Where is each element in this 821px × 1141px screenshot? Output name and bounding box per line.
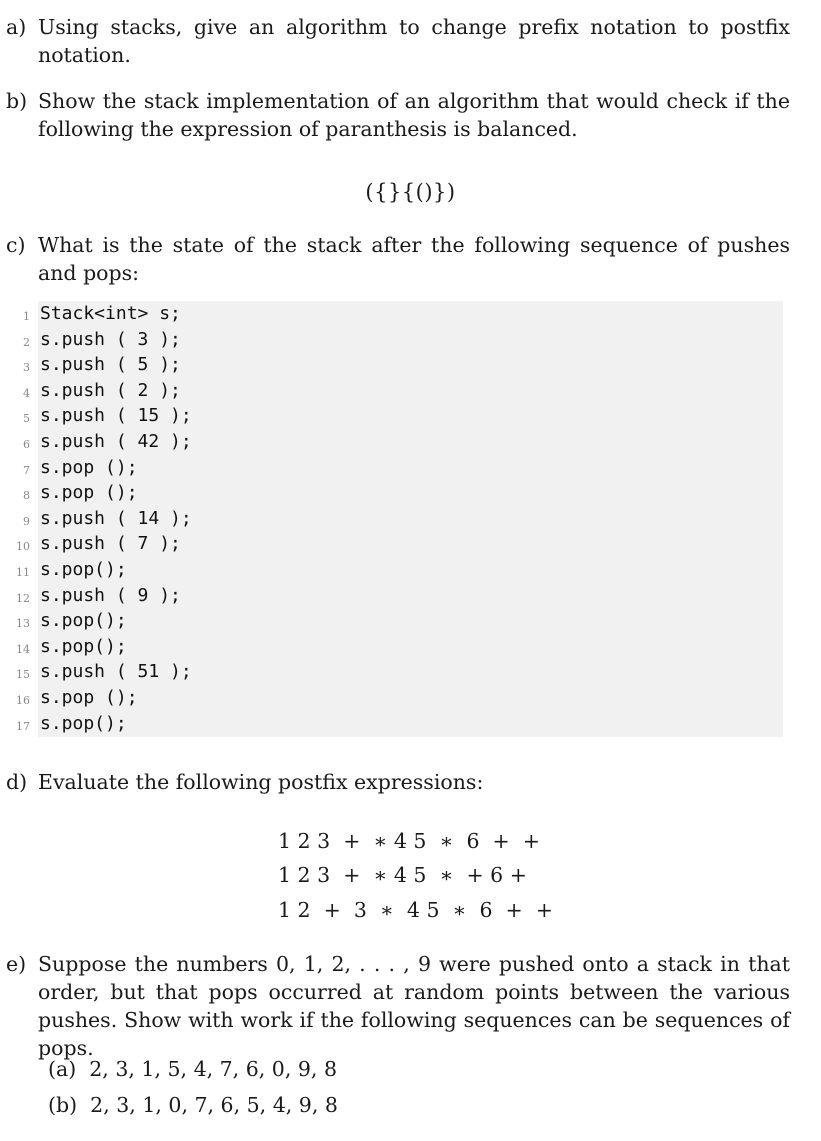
line-number: 9	[23, 514, 30, 528]
question-d-label: d)	[6, 770, 28, 794]
question-a	[0, 13, 790, 69]
code-line: s.push ( 3 );	[40, 328, 181, 350]
code-line: s.push ( 15 );	[40, 405, 192, 427]
postfix-expression: 1 2 3 + ∗ 4 5 ∗ + 6 +	[278, 863, 527, 887]
question-a-text: Using stacks, give an algorithm to change prefix notation to postfix notation.	[38, 15, 790, 67]
code-line: s.push ( 14 );	[40, 507, 192, 529]
sequence-values: 2, 3, 1, 0, 7, 6, 5, 4, 9, 8	[90, 1093, 338, 1117]
sequence-values: 2, 3, 1, 5, 4, 7, 6, 0, 9, 8	[89, 1057, 337, 1081]
line-number: 6	[23, 438, 30, 451]
question-a-label: a)	[6, 15, 27, 39]
code-line: s.pop();	[40, 559, 127, 580]
sequence-b	[48, 1093, 338, 1117]
question-b-label: b)	[6, 89, 28, 113]
code-line: s.push ( 9 );	[40, 584, 181, 606]
line-number: 1	[23, 310, 30, 323]
code-line: s.push ( 51 );	[40, 661, 192, 683]
code-line: Stack<int> s;	[40, 303, 181, 324]
sequence-label: (a)	[48, 1057, 77, 1081]
sequence-label: (b)	[48, 1093, 78, 1117]
postfix-expression: 1 2 + 3 ∗ 4 5 ∗ 6 + +	[278, 898, 553, 922]
question-c-text: What is the state of the stack after the following sequence of pushes and pops:	[38, 233, 790, 285]
question-b-text: Show the stack implementation of an algorithm that would check if the following the expression of paranthesis is balanced.	[38, 89, 790, 141]
line-number: 3	[23, 361, 30, 375]
question-e-label: e)	[6, 952, 27, 976]
code-line: s.pop();	[40, 610, 127, 632]
code-line: s.push ( 7 );	[40, 533, 181, 555]
line-number: 5	[23, 412, 30, 426]
line-number: 14	[16, 642, 30, 656]
parenthesis-expression: ({}{()})	[365, 180, 456, 204]
line-number: 15	[16, 668, 30, 682]
line-number: 16	[16, 694, 30, 707]
question-b	[0, 87, 790, 143]
line-number: 4	[23, 386, 30, 400]
line-number: 12	[16, 591, 30, 605]
code-line: s.pop ();	[40, 687, 138, 708]
question-e	[0, 950, 790, 1062]
line-number: 8	[23, 489, 30, 503]
line-number: 11	[16, 566, 30, 579]
code-line: s.push ( 5 );	[40, 354, 181, 376]
code-line: s.push ( 2 );	[40, 379, 181, 401]
line-number: 17	[16, 719, 30, 733]
question-c	[0, 231, 790, 287]
code-line: s.pop();	[40, 635, 127, 657]
line-number: 7	[23, 463, 30, 477]
code-line: s.push ( 42 );	[40, 431, 192, 452]
sequence-a	[48, 1057, 337, 1081]
code-line: s.pop ();	[40, 482, 138, 504]
question-d-text: Evaluate the following postfix expressions:	[38, 770, 484, 794]
postfix-expression: 1 2 3 + ∗ 4 5 ∗ 6 + +	[278, 829, 540, 853]
question-c-label: c)	[6, 233, 26, 257]
code-line: s.pop ();	[40, 456, 138, 478]
line-number: 10	[16, 540, 30, 554]
line-number: 13	[16, 617, 30, 631]
question-e-text: Suppose the numbers 0, 1, 2, . . . , 9 were pushed onto a stack in that order, but that pops occurred at random points between the various pushes. Show with work if the following sequences can be sequences of pops.	[38, 952, 790, 1060]
code-line: s.pop();	[40, 712, 127, 734]
question-d	[0, 768, 790, 796]
line-number: 2	[23, 335, 30, 349]
